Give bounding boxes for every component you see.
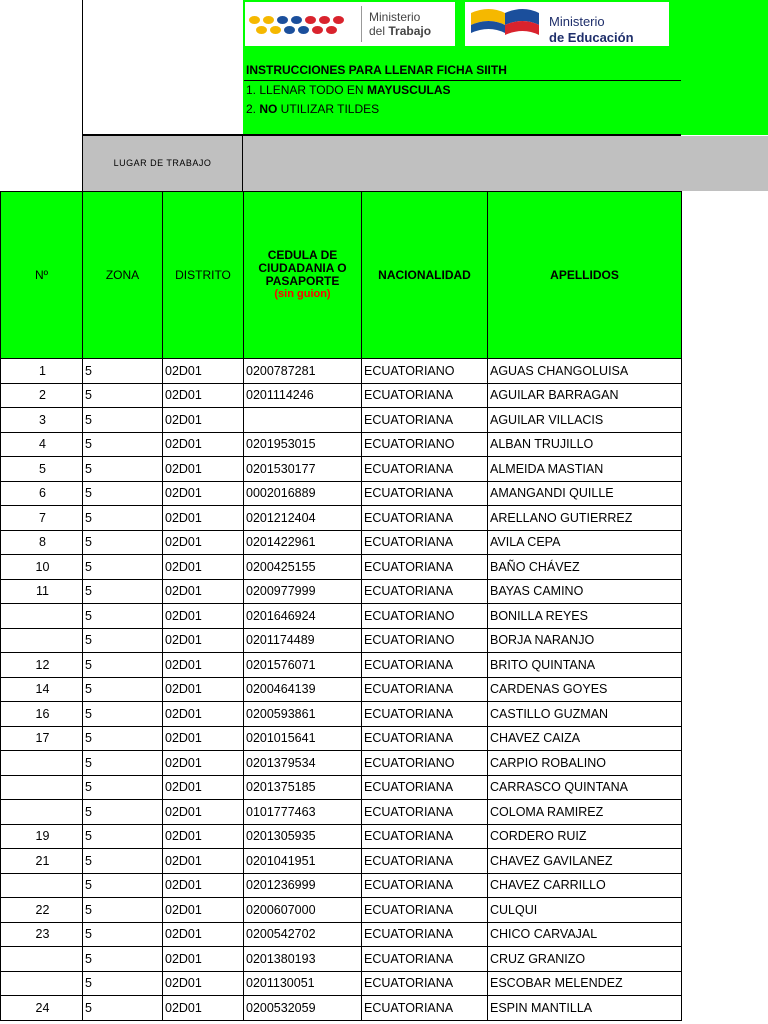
cell-apellidos: ESPIN MANTILLA [488,996,682,1021]
cell-zona: 5 [83,653,163,678]
cell-cedula: 0200425155 [244,555,362,580]
table-row [1,800,682,825]
cell-distrito: 02D01 [163,506,244,531]
cell-num: 16 [1,702,83,727]
cell-nacionalidad: ECUATORIANA [362,922,488,947]
cell-apellidos: BAÑO CHÁVEZ [488,555,682,580]
cell-distrito: 02D01 [163,579,244,604]
cell-apellidos: ESCOBAR MELENDEZ [488,971,682,996]
cell-zona: 5 [83,481,163,506]
cell-distrito: 02D01 [163,432,244,457]
logo-separator [361,6,362,42]
cell-apellidos: AGUILAR VILLACIS [488,408,682,433]
cell-cedula: 0201236999 [244,873,362,898]
table-row [1,359,682,384]
cell-nacionalidad: ECUATORIANO [362,751,488,776]
col-header-nacionalidad: NACIONALIDAD [362,192,488,359]
table-row [1,408,682,433]
instruction-item-2: 2. NO UTILIZAR TILDES [246,102,380,116]
cell-apellidos: BAYAS CAMINO [488,579,682,604]
table-row [1,726,682,751]
cell-num [1,628,83,653]
cell-distrito: 02D01 [163,457,244,482]
cell-cedula: 0201015641 [244,726,362,751]
educacion-flag-icon [469,5,541,43]
cell-apellidos: AMANGANDI QUILLE [488,481,682,506]
table-row [1,383,682,408]
cell-num: 17 [1,726,83,751]
cell-apellidos: COLOMA RAMIREZ [488,800,682,825]
cell-distrito: 02D01 [163,800,244,825]
cell-nacionalidad: ECUATORIANA [362,653,488,678]
cell-zona: 5 [83,849,163,874]
cell-num: 2 [1,383,83,408]
trabajo-logo-line2: del Trabajo [369,24,432,38]
cell-zona: 5 [83,873,163,898]
cedula-header-label: CEDULA DE CIUDADANIA O PASAPORTE [258,248,347,288]
cell-apellidos: CHAVEZ GAVILANEZ [488,849,682,874]
cell-distrito: 02D01 [163,408,244,433]
cell-num: 7 [1,506,83,531]
cell-nacionalidad: ECUATORIANO [362,359,488,384]
trabajo-dots-icon [249,14,355,36]
table-row [1,555,682,580]
table-row [1,922,682,947]
cell-num [1,971,83,996]
educacion-logo-line1: Ministerio [549,14,605,29]
cell-zona: 5 [83,775,163,800]
cell-distrito: 02D01 [163,922,244,947]
cell-nacionalidad: ECUATORIANA [362,555,488,580]
instruction-item-1: 1. LLENAR TODO EN MAYUSCULAS [246,83,451,97]
cell-distrito: 02D01 [163,775,244,800]
cell-distrito: 02D01 [163,555,244,580]
cell-nacionalidad: ECUATORIANA [362,849,488,874]
table-row [1,996,682,1021]
col-header-apellidos: APELLIDOS [488,192,682,359]
cell-apellidos: CULQUI [488,898,682,923]
cell-nacionalidad: ECUATORIANO [362,432,488,457]
cell-zona: 5 [83,996,163,1021]
cell-apellidos: ARELLANO GUTIERREZ [488,506,682,531]
cell-distrito: 02D01 [163,481,244,506]
cell-nacionalidad: ECUATORIANA [362,457,488,482]
cell-num: 23 [1,922,83,947]
cell-distrito: 02D01 [163,824,244,849]
table-row [1,947,682,972]
cell-nacionalidad: ECUATORIANA [362,702,488,727]
cell-num [1,775,83,800]
cell-apellidos: AVILA CEPA [488,530,682,555]
cell-cedula: 0200977999 [244,579,362,604]
cell-apellidos: AGUAS CHANGOLUISA [488,359,682,384]
cell-zona: 5 [83,506,163,531]
cell-zona: 5 [83,457,163,482]
cell-cedula: 0200542702 [244,922,362,947]
col-header-zona: ZONA [83,192,163,359]
cell-nacionalidad: ECUATORIANA [362,873,488,898]
cell-nacionalidad: ECUATORIANA [362,506,488,531]
cell-nacionalidad: ECUATORIANA [362,481,488,506]
cell-zona: 5 [83,971,163,996]
cell-cedula: 0201576071 [244,653,362,678]
cell-apellidos: CARDENAS GOYES [488,677,682,702]
cell-distrito: 02D01 [163,383,244,408]
cell-apellidos: AGUILAR BARRAGAN [488,383,682,408]
cell-distrito: 02D01 [163,530,244,555]
cell-apellidos: CARPIO ROBALINO [488,751,682,776]
cell-nacionalidad: ECUATORIANO [362,628,488,653]
cell-zona: 5 [83,824,163,849]
cell-zona: 5 [83,922,163,947]
cell-num: 6 [1,481,83,506]
cell-apellidos: BORJA NARANJO [488,628,682,653]
cell-nacionalidad: ECUATORIANA [362,383,488,408]
cell-num [1,604,83,629]
educacion-logo-line2: de Educación [549,30,634,45]
cell-num [1,800,83,825]
cell-cedula: 0101777463 [244,800,362,825]
cell-nacionalidad: ECUATORIANA [362,996,488,1021]
table-row [1,824,682,849]
table-row [1,628,682,653]
instructions-underline [244,80,681,81]
table-row [1,457,682,482]
cell-distrito: 02D01 [163,873,244,898]
cell-cedula: 0201379534 [244,751,362,776]
cell-nacionalidad: ECUATORIANA [362,824,488,849]
cell-num: 22 [1,898,83,923]
table-row [1,751,682,776]
cell-nacionalidad: ECUATORIANA [362,947,488,972]
cedula-header-note: (sin guion) [274,288,331,300]
cell-num: 19 [1,824,83,849]
cell-apellidos: CRUZ GRANIZO [488,947,682,972]
cell-zona: 5 [83,359,163,384]
cell-distrito: 02D01 [163,996,244,1021]
cell-num: 3 [1,408,83,433]
cell-num: 11 [1,579,83,604]
table-row [1,677,682,702]
cell-cedula: 0201375185 [244,775,362,800]
cell-cedula: 0200607000 [244,898,362,923]
cell-cedula: 0201646924 [244,604,362,629]
cell-distrito: 02D01 [163,653,244,678]
lugar-label: LUGAR DE TRABAJO [113,158,212,168]
table-row [1,702,682,727]
col-header-distrito: DISTRITO [163,192,244,359]
cell-nacionalidad: ECUATORIANA [362,898,488,923]
cell-num [1,751,83,776]
cell-cedula: 0200593861 [244,702,362,727]
table-row [1,530,682,555]
cell-apellidos: ALBAN TRUJILLO [488,432,682,457]
cell-zona: 5 [83,628,163,653]
cell-nacionalidad: ECUATORIANA [362,971,488,996]
table-header-row [1,192,682,359]
instructions-title: INSTRUCCIONES PARA LLENAR FICHA SIITH [246,63,507,77]
cell-apellidos: BONILLA REYES [488,604,682,629]
cell-cedula: 0201422961 [244,530,362,555]
ministerio-trabajo-logo [245,2,455,46]
cell-num [1,947,83,972]
cell-num [1,873,83,898]
cell-nacionalidad: ECUATORIANO [362,604,488,629]
table-row [1,971,682,996]
cell-apellidos: CARRASCO QUINTANA [488,775,682,800]
cell-num: 21 [1,849,83,874]
cell-distrito: 02D01 [163,751,244,776]
table-row [1,653,682,678]
cell-nacionalidad: ECUATORIANA [362,530,488,555]
cell-cedula: 0200532059 [244,996,362,1021]
cell-cedula: 0002016889 [244,481,362,506]
cell-cedula: 0201174489 [244,628,362,653]
cell-num: 1 [1,359,83,384]
table-row [1,775,682,800]
cell-cedula: 0201041951 [244,849,362,874]
cell-zona: 5 [83,604,163,629]
col-header-num: Nº [1,192,83,359]
cell-zona: 5 [83,898,163,923]
cell-cedula: 0200464139 [244,677,362,702]
trabajo-logo-line1: Ministerio [369,10,421,24]
cell-zona: 5 [83,432,163,457]
cell-nacionalidad: ECUATORIANA [362,408,488,433]
cell-apellidos: CORDERO RUIZ [488,824,682,849]
cell-cedula [244,408,362,433]
cell-zona: 5 [83,555,163,580]
cell-apellidos: CHAVEZ CARRILLO [488,873,682,898]
cell-num: 10 [1,555,83,580]
cell-nacionalidad: ECUATORIANA [362,775,488,800]
col-header-cedula [244,192,362,359]
cell-cedula: 0200787281 [244,359,362,384]
cell-zona: 5 [83,408,163,433]
cell-cedula: 0201212404 [244,506,362,531]
cell-apellidos: CHICO CARVAJAL [488,922,682,947]
left-top-blank [82,0,243,136]
cell-cedula: 0201380193 [244,947,362,972]
cell-nacionalidad: ECUATORIANA [362,677,488,702]
lugar-gray-band [243,136,768,191]
cell-num: 14 [1,677,83,702]
cell-apellidos: CHAVEZ CAIZA [488,726,682,751]
cell-zona: 5 [83,579,163,604]
cell-cedula: 0201953015 [244,432,362,457]
cell-distrito: 02D01 [163,628,244,653]
cell-distrito: 02D01 [163,677,244,702]
cell-zona: 5 [83,383,163,408]
ministerio-educacion-logo [465,2,669,46]
cell-zona: 5 [83,947,163,972]
cell-apellidos: ALMEIDA MASTIAN [488,457,682,482]
table-row [1,898,682,923]
cell-distrito: 02D01 [163,971,244,996]
cell-cedula: 0201130051 [244,971,362,996]
cell-cedula: 0201114246 [244,383,362,408]
cell-cedula: 0201305935 [244,824,362,849]
cell-zona: 5 [83,702,163,727]
cell-num: 8 [1,530,83,555]
table-row [1,873,682,898]
cell-num: 4 [1,432,83,457]
cell-num: 5 [1,457,83,482]
table-row [1,481,682,506]
table-row [1,604,682,629]
cell-zona: 5 [83,530,163,555]
cell-zona: 5 [83,800,163,825]
cell-nacionalidad: ECUATORIANA [362,726,488,751]
cell-cedula: 0201530177 [244,457,362,482]
cell-apellidos: CASTILLO GUZMAN [488,702,682,727]
table-row [1,432,682,457]
table-row [1,579,682,604]
cell-distrito: 02D01 [163,849,244,874]
cell-distrito: 02D01 [163,898,244,923]
cell-zona: 5 [83,677,163,702]
table-row [1,506,682,531]
cell-zona: 5 [83,726,163,751]
cell-distrito: 02D01 [163,604,244,629]
cell-distrito: 02D01 [163,359,244,384]
cell-apellidos: BRITO QUINTANA [488,653,682,678]
cell-nacionalidad: ECUATORIANA [362,800,488,825]
cell-num: 24 [1,996,83,1021]
cell-nacionalidad: ECUATORIANA [362,579,488,604]
cell-distrito: 02D01 [163,726,244,751]
cell-distrito: 02D01 [163,947,244,972]
staff-table [0,191,682,1021]
table-row [1,849,682,874]
cell-distrito: 02D01 [163,702,244,727]
cell-zona: 5 [83,751,163,776]
cell-num: 12 [1,653,83,678]
